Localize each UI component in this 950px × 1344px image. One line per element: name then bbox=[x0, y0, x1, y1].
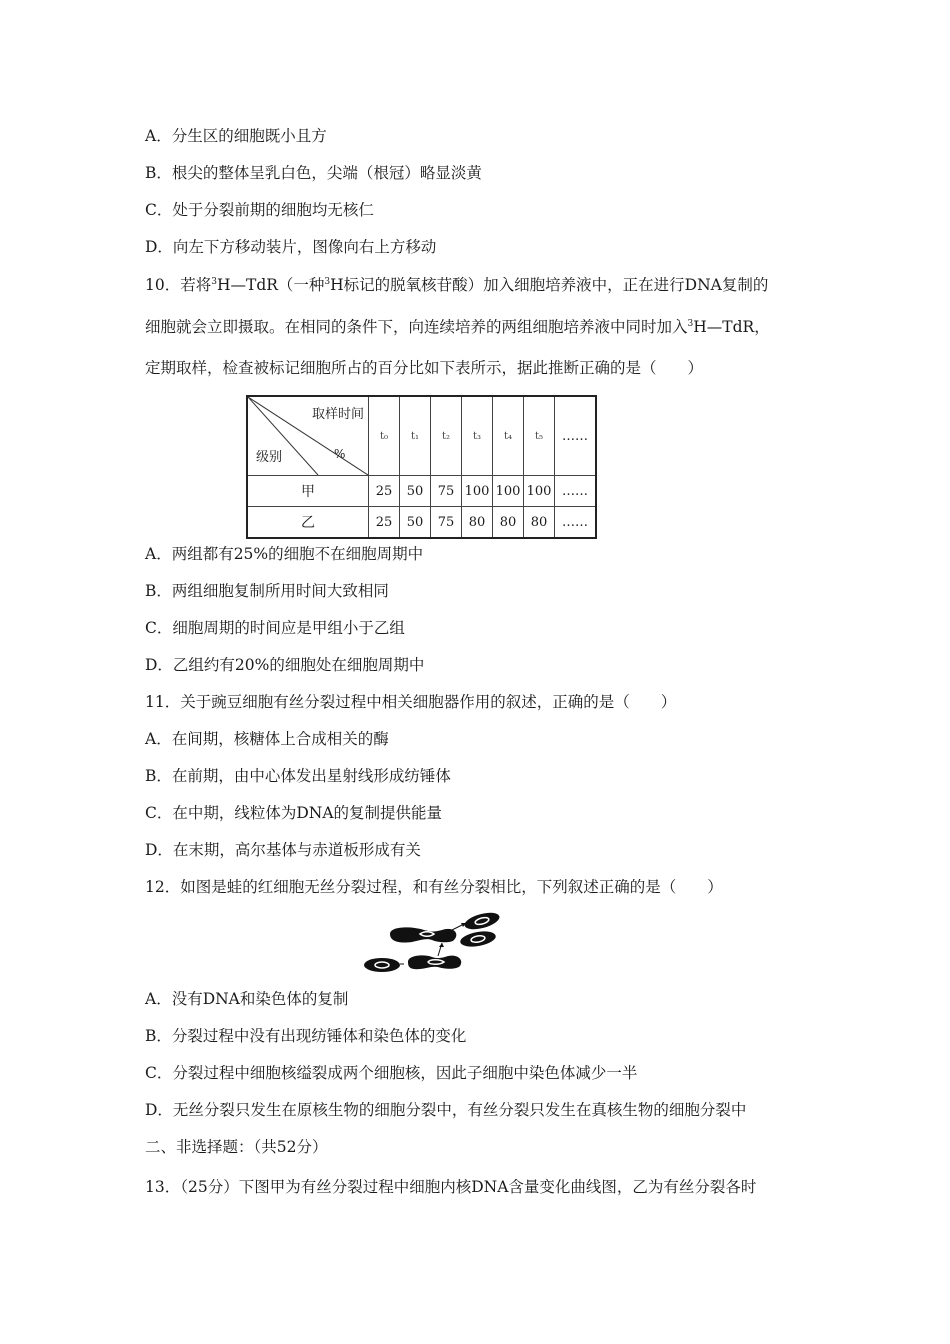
time-header: t₂ bbox=[431, 396, 462, 476]
time-header: t₁ bbox=[400, 396, 431, 476]
time-header: t₅ bbox=[524, 396, 555, 476]
q10-option-b: B．两组细胞复制所用时间大致相同 bbox=[145, 582, 389, 600]
table-cell: 100 bbox=[493, 476, 524, 507]
q10-stem-line2 bbox=[145, 317, 770, 337]
q9-option-d: D．向左下方移动装片，图像向右上方移动 bbox=[145, 238, 437, 256]
header-sampling-time: 取样时间 bbox=[311, 407, 364, 422]
time-header: t₀ bbox=[369, 396, 400, 476]
table-cell: 80 bbox=[524, 507, 555, 539]
q11-option-d: D．在末期，高尔基体与赤道板形成有关 bbox=[145, 841, 421, 859]
q9-option-c: C．处于分裂前期的细胞均无核仁 bbox=[145, 201, 374, 219]
q10-text: H—TdR， bbox=[693, 318, 770, 336]
table-cell: 80 bbox=[462, 507, 493, 539]
q9-option-b: B．根尖的整体呈乳白色，尖端（根冠）略显淡黄 bbox=[145, 164, 482, 182]
time-header: t₄ bbox=[493, 396, 524, 476]
q10-text: H标记的脱氧核苷酸）加入细胞培养液中，正在进行DNA复制的 bbox=[330, 276, 769, 294]
q10-stem-line1 bbox=[145, 275, 768, 295]
table-cell: 25 bbox=[369, 507, 400, 539]
superscript: 3 bbox=[324, 277, 331, 287]
red-blood-cell-division-diagram bbox=[362, 910, 502, 976]
q10-option-d: D．乙组约有20%的细胞处在细胞周期中 bbox=[145, 656, 425, 674]
q12-option-b: B．分裂过程中没有出现纺锤体和染色体的变化 bbox=[145, 1027, 467, 1045]
table-cell: …… bbox=[555, 476, 597, 507]
q11-stem: 11．关于豌豆细胞有丝分裂过程中相关细胞器作用的叙述，正确的是（ ） bbox=[145, 693, 677, 711]
time-header: t₃ bbox=[462, 396, 493, 476]
table-cell: 50 bbox=[400, 507, 431, 539]
q11-option-c: C．在中期，线粒体为DNA的复制提供能量 bbox=[145, 804, 443, 822]
q10-option-c: C．细胞周期的时间应是甲组小于乙组 bbox=[145, 619, 405, 637]
q12-stem: 12．如图是蛙的红细胞无丝分裂过程，和有丝分裂相比，下列叙述正确的是（ ） bbox=[145, 878, 723, 896]
q10-text: 10．若将 bbox=[145, 276, 212, 294]
q11-option-a: A．在间期，核糖体上合成相关的酶 bbox=[145, 730, 389, 748]
table-cell: …… bbox=[555, 507, 597, 539]
header-percent: % bbox=[334, 447, 346, 461]
q10-option-a: A．两组都有25%的细胞不在细胞周期中 bbox=[145, 545, 424, 563]
q12-option-c: C．分裂过程中细胞核缢裂成两个细胞核，因此子细胞中染色体减少一半 bbox=[145, 1064, 638, 1082]
q11-option-b: B．在前期，由中心体发出星射线形成纺锤体 bbox=[145, 767, 451, 785]
q9-option-a: A．分生区的细胞既小且方 bbox=[145, 127, 327, 145]
q10-text: H—TdR（一种 bbox=[216, 276, 325, 294]
table-cell: 80 bbox=[493, 507, 524, 539]
table-cell: 100 bbox=[524, 476, 555, 507]
table-row bbox=[247, 476, 596, 507]
table-cell: 50 bbox=[400, 476, 431, 507]
table-cell: 25 bbox=[369, 476, 400, 507]
q12-option-d: D．无丝分裂只发生在原核生物的细胞分裂中，有丝分裂只发生在真核生物的细胞分裂中 bbox=[145, 1101, 747, 1119]
amitosis-figure bbox=[362, 910, 502, 980]
table-row bbox=[247, 507, 596, 539]
q10-stem-line3: 定期取样，检查被标记细胞所占的百分比如下表所示，据此推断正确的是（ ） bbox=[145, 359, 704, 377]
table-header-row bbox=[247, 396, 596, 476]
table-cell: 100 bbox=[462, 476, 493, 507]
section-heading: 二、非选择题：（共52分） bbox=[145, 1138, 328, 1156]
table-diagonal-header bbox=[247, 396, 369, 476]
q13-stem: 13．（25分）下图甲为有丝分裂过程中细胞内核DNA含量变化曲线图，乙为有丝分裂各时 bbox=[145, 1178, 757, 1196]
q12-option-a: A．没有DNA和染色体的复制 bbox=[145, 990, 349, 1008]
time-header: …… bbox=[555, 396, 597, 476]
q10-text: 细胞就会立即摄取。在相同的条件下，向连续培养的两组细胞培养液中同时加入 bbox=[145, 318, 688, 336]
table-cell: 75 bbox=[431, 507, 462, 539]
row-label: 甲 bbox=[247, 476, 369, 507]
row-label: 乙 bbox=[247, 507, 369, 539]
sampling-table bbox=[246, 395, 597, 539]
superscript: 3 bbox=[687, 319, 694, 329]
header-group: 级别 bbox=[256, 450, 283, 465]
table-cell: 75 bbox=[431, 476, 462, 507]
superscript: 3 bbox=[211, 277, 217, 287]
